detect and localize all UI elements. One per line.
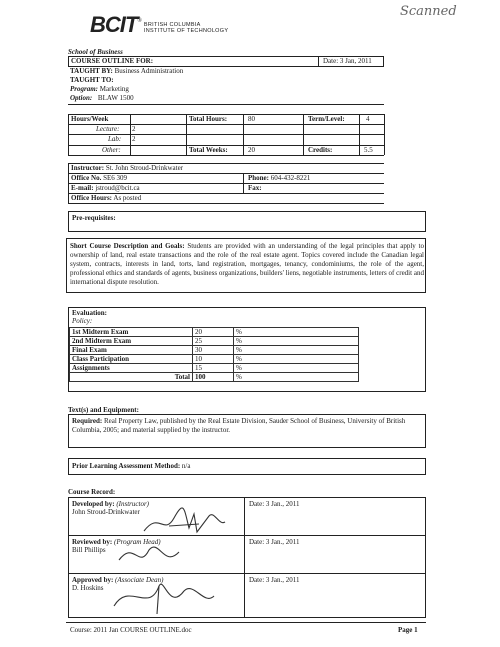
record-role: Reviewed by:	[72, 538, 113, 546]
email-label: E-mail:	[71, 184, 94, 192]
evaluation-item: Class Participation	[70, 355, 193, 364]
option-label: Option:	[70, 94, 93, 102]
term-label: Term/Level:	[308, 115, 345, 123]
scanned-note: Scanned	[400, 4, 457, 19]
taught-by-row	[70, 67, 183, 76]
pla-value: n/a	[181, 462, 191, 470]
record-person: D. Hoskins	[72, 584, 104, 592]
evaluation-row	[70, 355, 359, 364]
evaluation-weight: 10	[193, 355, 234, 364]
texts-label: Text(s) and Equipment:	[68, 406, 139, 414]
footer-rule	[66, 622, 426, 623]
required-label: Required:	[72, 417, 103, 425]
footer-filename: Course: 2011 Jan COURSE OUTLINE.doc	[70, 626, 192, 634]
evaluation-row	[70, 328, 359, 337]
course-title: COURSE OUTLINE FOR:	[71, 57, 154, 65]
lecture-value: 2	[132, 125, 136, 133]
evaluation-total-value: 100	[193, 373, 234, 382]
evaluation-unit: %	[234, 337, 359, 346]
course-record-label: Course Record:	[68, 488, 116, 496]
signature-reviewer	[109, 540, 189, 570]
pla-box	[68, 458, 426, 475]
record-role-note: (Instructor)	[116, 500, 150, 508]
evaluation-box	[68, 307, 426, 392]
description-text: Students are provided with an understanding of the legal principles that apply to ownership of land, real estate transactions and the role of the real estate agent. Topics covered include the Canadian legal system, contracts, interests in land, torts, land registration, mortgages, tenancy, condominiums, the role of the agent, professional ethics and standards of agents, business organizations, builders' liens, negotiable instruments, letters of credit and international dispute resolution.	[70, 242, 424, 286]
evaluation-item: 1st Midterm Exam	[70, 328, 193, 337]
hours-grid	[68, 114, 384, 156]
record-person: Bill Phillips	[72, 546, 106, 554]
taught-to-label: TAUGHT TO:	[70, 76, 114, 84]
record-role-note: (Associate Dean)	[115, 576, 164, 584]
school-name: School of Business	[68, 48, 123, 56]
record-date: Date: 3 Jan., 2011	[249, 500, 300, 508]
phone-label: Phone:	[248, 174, 269, 182]
term-value: 4	[366, 115, 370, 123]
record-role-note: (Program Head)	[114, 538, 161, 546]
prereq-label: Pre-requisites:	[72, 214, 116, 222]
hours-week-label: Hours/Week	[71, 115, 109, 123]
description-box	[66, 238, 426, 293]
office-hours-label: Office Hours:	[71, 194, 113, 202]
record-person: John Stroud-Drinkwater	[72, 508, 140, 516]
logo-brand: BCIT	[90, 12, 138, 37]
taught-by-label: TAUGHT BY:	[70, 67, 113, 75]
other-label: Other:	[102, 146, 121, 154]
evaluation-weight: 30	[193, 346, 234, 355]
record-role: Approved by:	[72, 576, 114, 584]
record-date: Date: 3 Jan., 2011	[249, 576, 300, 584]
lecture-label: Lecture:	[96, 125, 120, 133]
program-value: Marketing	[99, 85, 129, 93]
evaluation-row	[70, 346, 359, 355]
lab-value: 2	[132, 135, 136, 143]
record-date: Date: 3 Jan., 2011	[249, 538, 300, 546]
required-paragraph	[72, 417, 424, 435]
evaluation-item: Final Exam	[70, 346, 193, 355]
pla-label: Prior Learning Assessment Method:	[72, 462, 181, 470]
evaluation-row	[70, 337, 359, 346]
total-hours-label: Total Hours:	[189, 115, 228, 123]
evaluation-row	[70, 364, 359, 373]
description-paragraph	[70, 242, 424, 287]
prereq-box	[68, 211, 426, 232]
instructor-label: Instructor:	[71, 164, 105, 172]
credits-label: Credits:	[308, 146, 333, 154]
office-hours-value: As posted	[113, 194, 142, 202]
evaluation-total-row	[70, 373, 359, 382]
signature-developer	[139, 506, 229, 536]
signature-approver	[109, 576, 219, 616]
evaluation-weight: 20	[193, 328, 234, 337]
evaluation-table	[69, 327, 359, 382]
program-label: Program:	[70, 85, 98, 93]
description-label: Short Course Description and Goals:	[70, 242, 185, 250]
required-text: Real Property Law, published by the Real Estate Division, Sauder School of Business, University of British Columbia, 2005; and material supplied by the instructor.	[72, 417, 406, 434]
instructor-block	[68, 163, 384, 205]
option-value: BLAW 1500	[97, 94, 134, 102]
bcit-logo: BCIT ® BRITISH COLUMBIA INSTITUTE OF TECHNOLOGY	[90, 12, 229, 37]
office-value: SE6 309	[103, 174, 127, 182]
evaluation-weight: 15	[193, 364, 234, 373]
divider	[318, 56, 319, 67]
texts-box	[68, 414, 426, 448]
evaluation-weight: 25	[193, 337, 234, 346]
evaluation-unit: %	[234, 355, 359, 364]
evaluation-unit: %	[234, 346, 359, 355]
evaluation-item: Assignments	[70, 364, 193, 373]
credits-value: 5.5	[364, 146, 373, 154]
evaluation-label: Evaluation:	[72, 309, 108, 317]
program-row	[70, 85, 129, 94]
total-weeks-value: 20	[248, 146, 255, 154]
lab-label: Lab:	[108, 135, 122, 143]
option-row	[70, 94, 134, 103]
record-role: Developed by:	[72, 500, 115, 508]
evaluation-total-label: Total	[70, 373, 193, 382]
evaluation-unit: %	[234, 364, 359, 373]
instructor-value: St. John Stroud-Drinkwater	[105, 164, 184, 172]
taught-by-value: Business Administration	[114, 67, 184, 75]
total-hours-value: 80	[248, 115, 255, 123]
fax-label: Fax:	[248, 184, 262, 192]
logo-line2: INSTITUTE OF TECHNOLOGY	[143, 28, 229, 34]
phone-value: 604-432-8221	[270, 174, 311, 182]
course-record-table	[68, 497, 426, 618]
evaluation-unit: %	[234, 328, 359, 337]
total-weeks-label: Total Weeks:	[189, 146, 228, 154]
policy-label: Policy:	[72, 317, 93, 325]
email-value: jstroud@bcit.ca	[95, 184, 140, 192]
evaluation-total-unit: %	[234, 373, 359, 382]
header-rule	[68, 104, 384, 105]
outline-date: Date: 3 Jan, 2011	[323, 57, 372, 65]
logo-line1: BRITISH COLUMBIA	[143, 22, 201, 28]
footer-page: Page 1	[398, 626, 418, 634]
evaluation-item: 2nd Midterm Exam	[70, 337, 193, 346]
office-label: Office No.	[71, 174, 102, 182]
